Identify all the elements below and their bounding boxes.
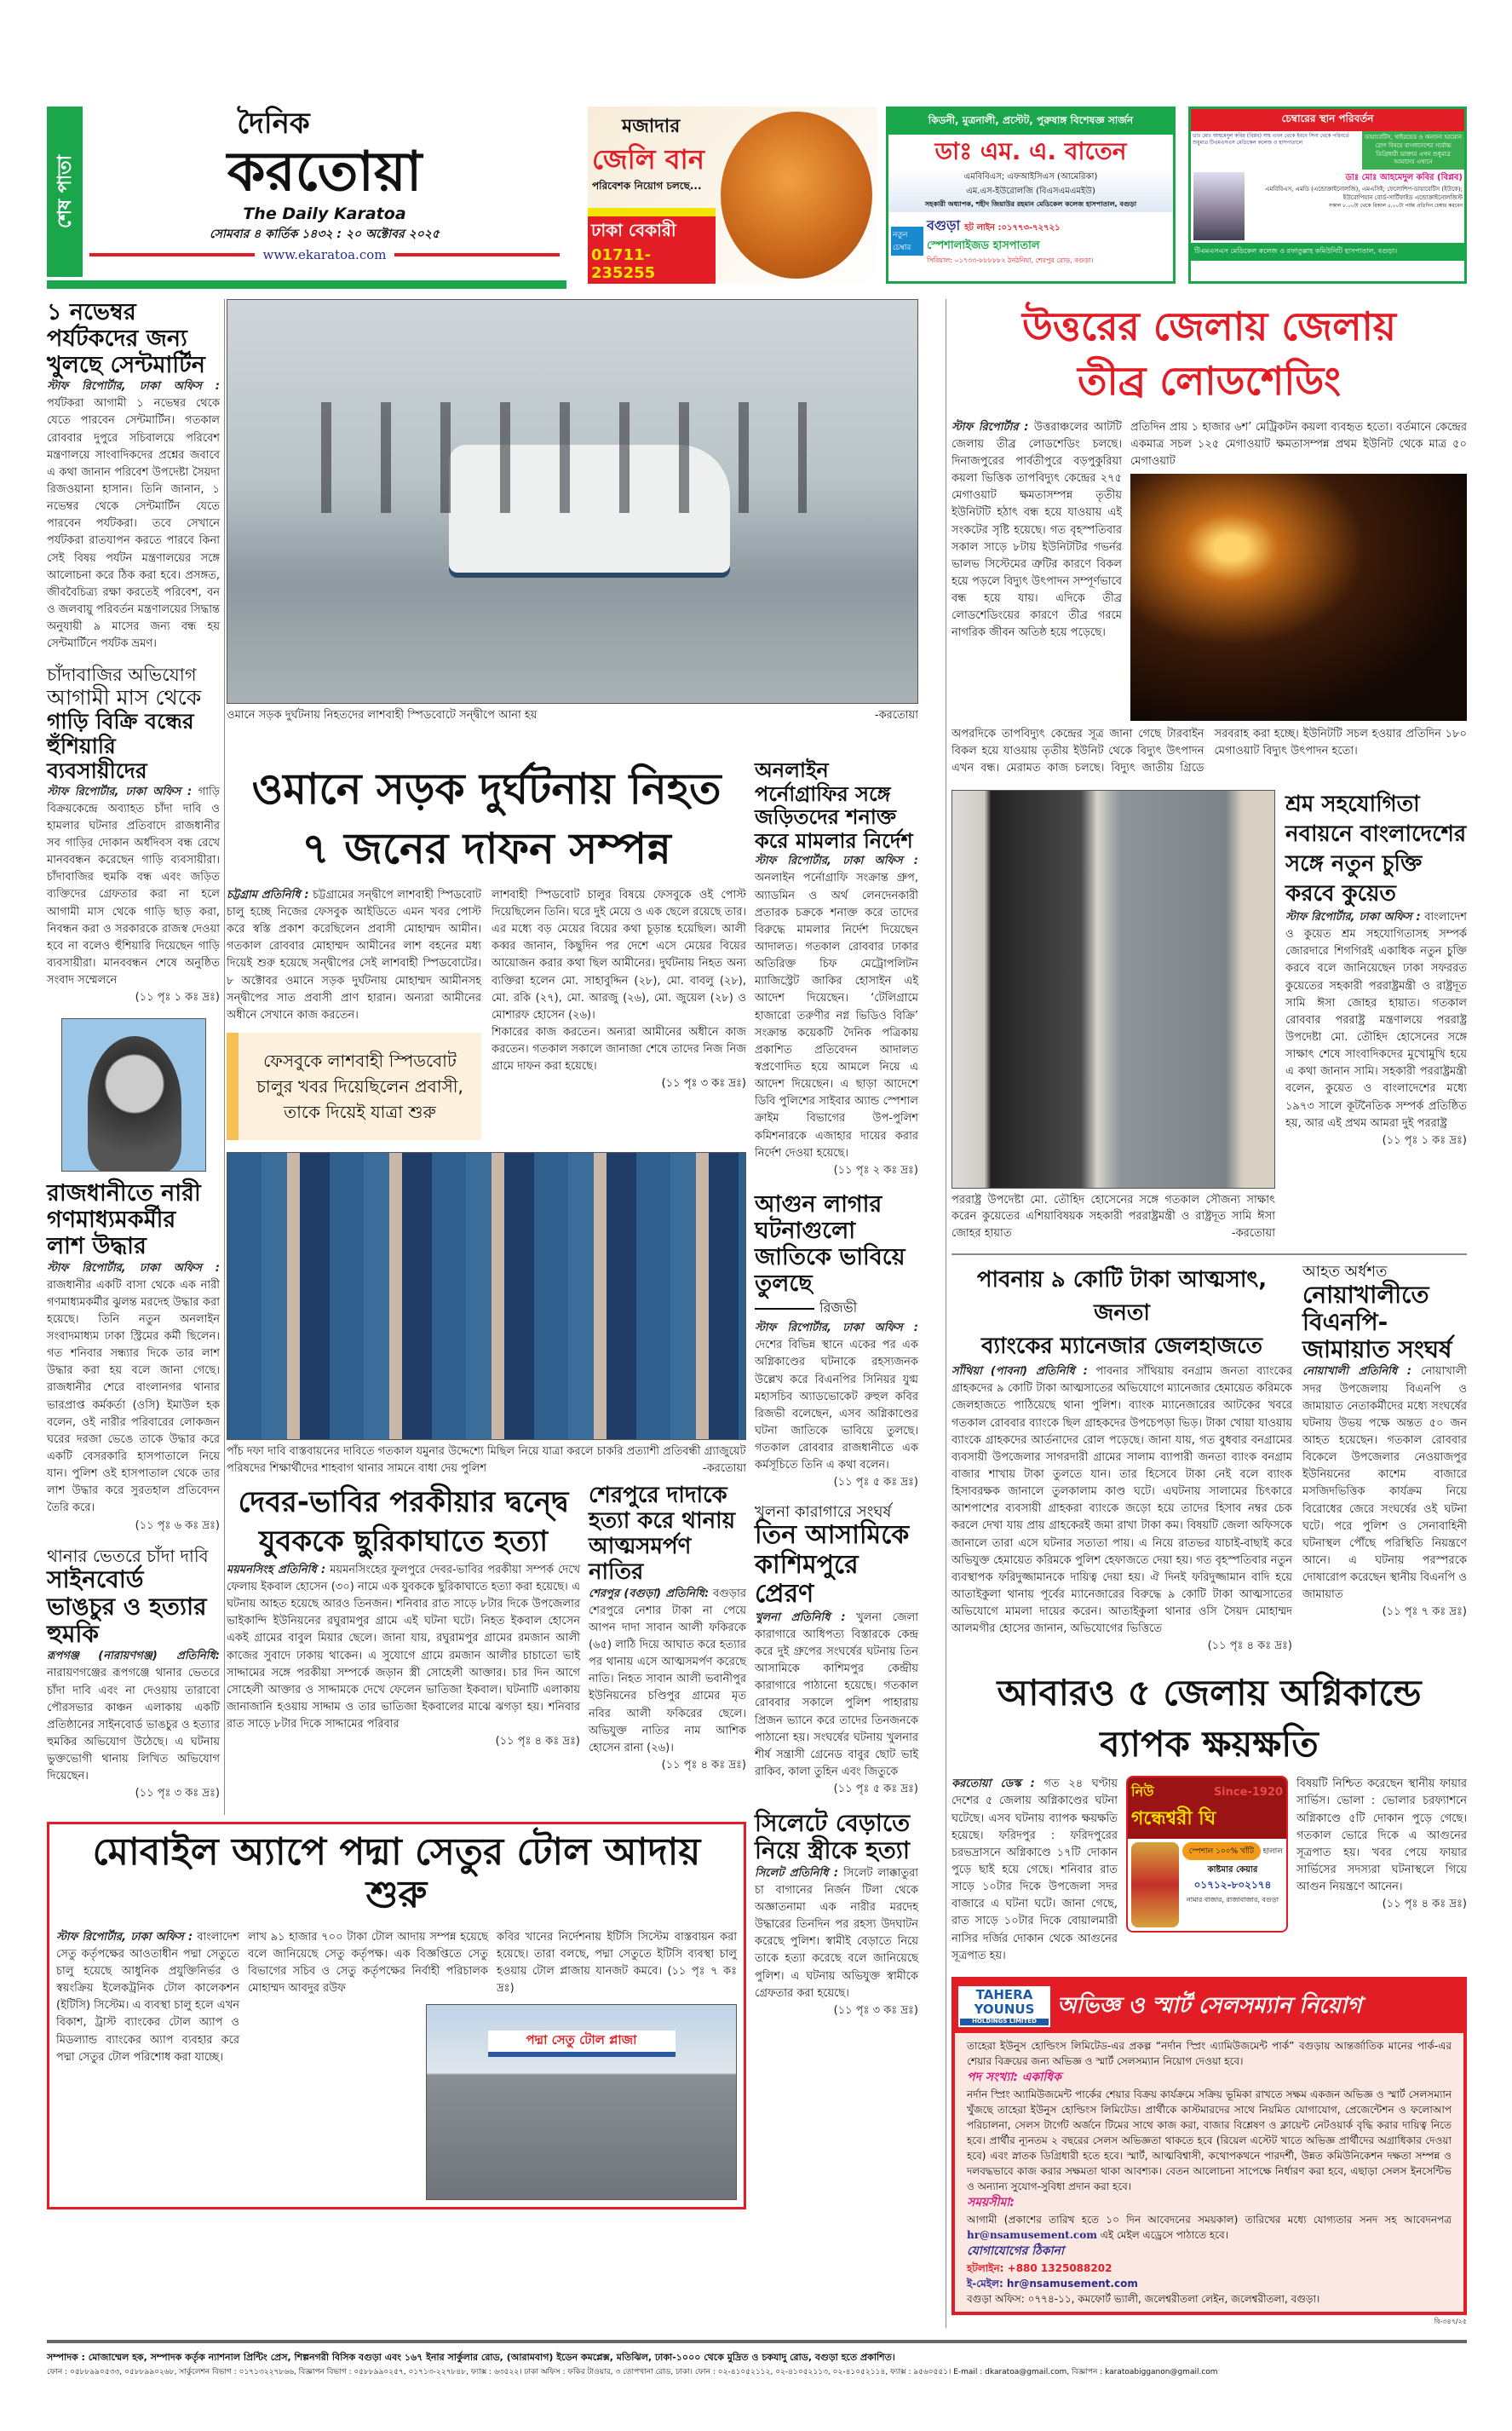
logo-english: The Daily Karatoa <box>243 205 406 223</box>
pull-quote: ফেসবুকে লাশবাহী স্পিডবোট চালুর খবর দিয়েছিলেন প্রবাসী, তাকে দিয়েই যাত্রা শুরু <box>227 1033 481 1140</box>
jump-reference: (১১ পৃঃ ৭ কঃ দ্রঃ) <box>497 1965 737 1996</box>
story-body: বিষয়টি নিশ্চিত করেছেন স্থানীয় ফায়ার সার্ভিস। ভোলা : ভোলার চরফ্যাশনে অগ্নিকাণ্ডে ৫টি দোকান পুড়ে গেছে। গতকাল ভোরে দিকে এ আগুনের সূত্রপাত হয়। খবর পেয়ে ফায়ার সার্ভিসের সদস্যরা ঘটনাস্থলে গিয়ে আগুন নিয়ন্ত্রণে আনেন। <box>1296 1777 1467 1894</box>
byline: স্টাফ রিপোর্টার : <box>951 420 1029 434</box>
jump-reference: (১১ পৃঃ ৩ কঃ দ্রঃ) <box>833 2003 918 2017</box>
jump-reference: (১১ পৃঃ ১ কঃ দ্রঃ) <box>1382 1133 1467 1147</box>
section-label: শেষ পাতা <box>54 155 76 228</box>
ghee-address: নামার বাজার, রাজাবাজার, বগুড়া <box>1186 1896 1279 1904</box>
headline-line: পাবনায় ৯ কোটি টাকা আত্মসাৎ, জনতা <box>976 1267 1268 1327</box>
byline: খুলনা প্রতিনিধি : <box>755 1610 846 1624</box>
ad-degrees: এমবিবিএস, এমডি (এন্ডোক্রাইনোলজি), এমএসিই; ফেলোশিপ-ডায়াবেটিস (ইউকে); ইউরোপিয়ান বোর্ড-সার্টিফাইড এন্ডোক্রাইনোলজিস্ট <box>1265 186 1463 201</box>
ad-hospital-city: বগুড়া <box>927 217 961 233</box>
story-sylhet[interactable] <box>755 1810 918 2019</box>
story-body: চট্টগ্রামের সন্দ্বীপে লাশবাহী স্পিডবোট চালু হচ্ছে নিজের ফেসবুক আইডিতে এমন খবর পোস্ট করে স্বস্তি প্রকাশ করেছিলেন প্রবাসী মোহাম্মদ আমীন। গতকাল রোববার মোহাম্মদ আমীনের লাশ বহনের মধ্য দিয়েই শুরু হয়েছে সন্দ্বীপের সেই লাশবাহী স্পিডবোটের। ৮ অক্টোবর ওমানে সড়ক দুর্ঘটনায় মোহাম্মদ আমীনসহ সন্দ্বীপের সাত প্রবাসী প্রাণ হারান। অন্যরা আমীনের অধীনে সেখানে কাজ করতেন। <box>227 888 482 1022</box>
story-body: ময়মনসিংহের ফুলপুরে দেবর-ভাবির পরকীয়া সম্পর্ক দেখে ফেলায় ইকবাল হোসেন (৩০) নামে এক যুবককে ছুরিকাঘাতে হত্যা করা হয়েছে। এ ঘটনায় আহত হয়েছে আরও তিনজন। শনিবার রাত সাড়ে ৮টার দিকে উপজেলার ভাইকান্দি ইউনিয়নের রঘুরামপুর গ্রামে এই ঘটনা ঘটে। নিহত ইকবাল হোসেন একই গ্রামের বাবুল মিয়ার ছেলে। জানা যায়, রঘুরামপুর গ্রামের রমজান আলী কাজের সুবাদে ঢাকায় থাকেন। এ সুযোগে গ্রামে রমজান আলীর চাচাতো ভাই সাদ্দামের সঙ্গে পরকীয়া সম্পর্কে জড়ান স্ত্রী সোহেলী আক্তার। চার দিন আগে সোহেলী আক্তার ও সাদ্দামকে দেখে ফেলেন ভাতিজা ইকবাল। ঘটনাটি এলাকায় জানাজানি হওয়ায় সাদ্দাম ও তার ভাতিজা ইকবালের মাঝে ঝগড়া হয়। শনিবার রাত সাড়ে ৮টার দিকে সাদ্দামের পরিবার <box>227 1563 580 1731</box>
ad-gandheswari-ghee[interactable] <box>1126 1776 1288 1933</box>
story-signboard[interactable] <box>47 1547 220 1803</box>
story-body: গত ২৪ ঘণ্টায় দেশের ৫ জেলায় অগ্নিকাণ্ডের ঘটনা ঘটেছে। এসব ঘটনায় ব্যাপক ক্ষয়ক্ষতি হয়েছে। ফরিদপুর : ফরিদপুরের চরভদ্রাসনে অগ্নিকাণ্ডে ১৭টি দোকান পুড়ে ছাই হয়ে গেছে। শনিবার রাত সাড়ে ১০টার দিকে উপজেলা সদর বাজারে এ ঘটনা ঘটে। জানা গেছে, রাত সাড়ে ১০টার দিকে বোয়ালমারী নাসির দর্জির দোকান থেকে আগুনের সূত্রপাত হয়। <box>951 1777 1118 1962</box>
ad-new-chamber: নতুন চেম্বার <box>891 227 923 256</box>
story-body: পাবনার সাঁথিয়ায় বনগ্রাম জনতা ব্যাংকের গ্রাহকদের ৯ কোটি টাকা আত্মসাতের অভিযোগে ম্যানেজার হেমায়েত করিমকে জেলহাজতে পাঠিয়েছে থানা পুলিশ। ব্যাংক ম্যানেজারের আটকের খবরে গতকাল রোববার ব্যাংকে ছিল গ্রাহকদের উপচেপড়া ভিড়। টাকা খোয়া যাওয়ায় ব্যাংকে গ্রাহকদের আর্তনাদের রোল পড়েছে। জানা যায়, গত বুধবার বনগ্রামের ব্যবসায়ী উপজেলার সাগরদারী গ্রামের সালাম ব্যাপারী জনতা ব্যাংক বনগ্রাম বাজার শাখায় টাকা তুলতে যান। তার হিসেবে টাকা নেই বলে ব্যাংক হিসাবরক্ষক জানালে তুলকালাম কাণ্ড ঘটে। এঘটনায় সালামের চিৎকারে আশপাশের ব্যবসায়ী গ্রাহকরা ব্যাংকে জড়ো হয়ে তাদের হিসাব নম্বর চেক করলে দেখা যায় প্রায় গ্রাহকেরই জমা রাখা টাকা কম। বিষয়টি জেলা অফিসকে জানালে তারা এসে ঘটনার সত্যতা পায়। এ নিয়ে রাতভর যাচাই-বাছাই করে অভিযুক্ত হেমায়েত করিমকে পুলিশ হেফাজতে দেয়া হয়। গত বৃহস্পতিবার নতুন ব্যবস্থাপক ফরিদুজ্জামানকে দায়িত্ব দেয়া হয়। ঐ দিনই ফরিদুজ্জামান বাদি হয়ে আতাইকুলা থানায় পূর্বের ম্যানেজারের বিরুদ্ধে ৯ কোটি টাকা আত্মসাতের অভিযোগে মামলা দায়ের করেন। আতাইকুলা থানার ওসি সৈয়দ মোহাম্মদ আলমগীর হোসের জানান, অভিযোগের ভিত্তিতে <box>951 1365 1292 1636</box>
logo-text: TAHERA <box>975 1987 1033 2002</box>
website-link[interactable]: www.ekaratoa.com <box>262 247 387 262</box>
story-body: দেশের বিভিন্ন স্থানে একের পর এক অগ্নিকাণ্ডের ঘটনাকে রহস্যজনক উল্লেখ করে বিএনপির সিনিয়র যুগ্ম মহাসচিব অ্যাডভোকেট রুহুল কবির রিজভী বলেছেন, এসব অগ্নিকাণ্ডের ঘটনা জাতিকে ভাবিয়ে তুলছে। গতকাল রোববার রাজধানীতে এক কর্মসূচিতে তিনি এ কথা বলেন। <box>755 1339 918 1472</box>
masthead <box>47 107 1467 289</box>
story-debor-bhabi[interactable] <box>227 1483 580 1774</box>
byline: স্টাফ রিপোর্টার, ঢাকা অফিস : <box>47 380 220 394</box>
headline: আগুন লাগার ঘটনাগুলো জাতিকে ভাবিয়ে তুলছে <box>755 1190 905 1298</box>
headline-line: ব্যাংকের ম্যানেজার জেলহাজতে <box>981 1334 1262 1360</box>
caption-text: পররাষ্ট্র উপদেষ্টা মো. তৌহিদ হোসেনের সঙ্গে গতকাল সৌজন্য সাক্ষাৎ করেন কুয়েতের এশিয়াবিষয়ক সহকারী পররাষ্ট্রমন্ত্রী ও রাষ্ট্রদূত সামি ঈসা জোহর হায়াত <box>951 1193 1275 1240</box>
logo-text: HOLDINGS LIMITED <box>960 2019 1049 2025</box>
ghee-brand: গন্ধেশ্বরী ঘি <box>1131 1808 1216 1830</box>
ad-doctor: ডাঃ মোঃ আহমেদুল কবির (বিপ্লব) <box>1345 173 1463 183</box>
headline-line: আবারও ৫ জেলায় অগ্নিকান্ডে <box>997 1671 1422 1714</box>
story-fire-rizvi[interactable] <box>755 1191 918 1492</box>
story-khulna[interactable] <box>755 1504 918 1799</box>
job-title: অভিজ্ঞ ও স্মার্ট সেলসম্যান নিয়োগ <box>1057 1992 1362 2019</box>
story-body: পর্যটকরা আগামী ১ নভেম্বর থেকে যেতে পারবেন সেন্টমার্টিন। গতকাল রোববার দুপুরে সচিবালয়ে পরিবেশ মন্ত্রণালয়ে সাংবাদিকদের প্রশ্নের জবাবে এ কথা জানান পরিবেশ উপদেষ্টা সৈয়দা রিজওয়ানা হাসান। তিনি জানান, ১ নভেম্বর থেকে সেন্টমার্টিন যেতে পারবেন পর্যটকরা। তবে সেখানে পর্যটকরা রাতযাপন করতে পারবে কিনা সেই বিষয় পর্যটন মন্ত্রণালয়ের সঙ্গে আলোচনা করে ঠিক করা হবে। প্রসঙ্গত, জীববৈচিত্র্য রক্ষা করতেই পরিবেশ, বন ও জলবায়ু পরিবর্তন মন্ত্রণালয়ের সিদ্ধান্ত অনুযায়ী ৯ মাসের জন্য বন্ধ হয় সেন্টমার্টিনে পর্যটক ভ্রমণ। <box>47 397 220 651</box>
right-column <box>946 299 1467 2328</box>
job-deadline-tail: এই মেইল এড্রেসে পাঠাতে হবে। <box>1100 2228 1229 2241</box>
jump-reference: (১১ পৃঃ ৪ কঃ দ্রঃ) <box>661 1759 746 1772</box>
ad-footer: টিএমএসএস মেডিকেল কলেজ ও রফাতুল্লাহ কমিউনিটি হাসপাতাল, বগুড়া। <box>1191 243 1464 261</box>
boat-photo-block <box>227 299 918 731</box>
kicker: থানার ভেতরে চাঁদা দাবি <box>47 1545 209 1566</box>
photo-credit: -করতোয়া <box>1231 1226 1275 1240</box>
headline: শেরপুরে দাদাকে হত্যা করে থানায় আত্মসমর্পণ নাতির <box>589 1483 736 1585</box>
ad-serial: সিরিয়াল: ০১৭৩৩-৮৮৮৮৮২ ঠনঠনিয়া, শেরপুর রোড, বগুড়া। <box>927 256 1094 264</box>
kuwait-row <box>951 790 1467 1249</box>
ad-notice: ডাঃ মোঃ আহমেদুল কবির (বিপ্লব) সাহ এখন থেকে ইবনে সিনা থেকে পরিবর্তে শুধুমাত্র টিএমএসএস মেডিকেল কলেজ ও হাসপাতালে <box>1193 133 1349 147</box>
byline: শেরপুর (বগুড়া) প্রতিনিধি: <box>589 1587 710 1600</box>
job-posts: পদ সংখ্যা: একাধিক <box>967 2070 1061 2084</box>
headline-line: ৭ জনের দাফন সম্পন্ন <box>302 823 671 873</box>
jump-reference: (১১ পৃঃ ৫ কঃ দ্রঃ) <box>833 1476 918 1489</box>
footer-rule <box>47 2340 1467 2343</box>
byline: স্টাফ রিপোর্টার, ঢাকা অফিস : <box>47 785 193 798</box>
ad-jelly-bun[interactable] <box>588 107 877 284</box>
logo-text: YOUNUS <box>974 2001 1035 2017</box>
issue-date: সোমবার ৪ কার্তিক ১৪৩২ : ২০ অক্টোবর ২০২৫ <box>210 228 440 241</box>
ad-phone: 01711-235255 <box>591 246 656 282</box>
story-body: সিলেট লাক্কাতুরা চা বাগানের নির্জন টিলা থেকে অজ্ঞাতনামা এক নারীর মরদেহ উদ্ধারের তিনদিন পর রহস্য উদঘাটন করেছে পুলিশ। স্বামীই বেড়াতে নিয়ে তাকে হত্যা করেছে বলে জানিয়েছে পুলিশ। এ ঘটনায় অভিযুক্ত স্বামীকে গ্রেফতার করা হয়েছে। <box>755 1866 919 2000</box>
story-fire-5-districts[interactable] <box>951 1668 1467 1965</box>
toll-plaza-photo <box>426 2004 737 2200</box>
doctor-photo <box>1193 172 1245 240</box>
imprint <box>47 2350 1467 2379</box>
logo-big: করতোয়া <box>227 141 423 204</box>
ad-hospital: স্পেশালাইজড হাসপাতাল <box>927 239 1040 252</box>
headline: সিলেটে বেড়াতে নিয়ে স্ত্রীকে হত্যা <box>755 1809 911 1865</box>
story-body: অপরদিকে তাপবিদ্যুৎ কেন্দ্রের সূত্র জানা গেছে টারবাইন বিকল হয়ে যাওয়ায় তৃতীয় ইউনিট থেকে বিদ্যুৎ উৎপাদন এখন বন্ধ। মেরামত কাজ চলছে। বিদ্যুৎ জাতীয় গ্রিডে সরবরাহ করা হচ্ছে। ইউনিটটি সচল হওয়ার প্রতিদিন ১৮০ মেগাওয়াট বিদ্যুৎ উৎপাদন হতো। <box>951 728 1467 775</box>
story-pabna[interactable] <box>951 1264 1292 1655</box>
journalist-photo <box>61 1018 206 1172</box>
kicker: আগামী মাস থেকে <box>47 684 202 710</box>
photo-caption <box>227 1443 746 1477</box>
byline: চট্টগ্রাম প্রতিনিধি : <box>227 888 309 902</box>
headline-line: তীব্র লোডশেডিং <box>1077 358 1342 405</box>
kicker: খুলনা কারাগারে সংঘর্ষ <box>755 1502 892 1521</box>
photo-credit: -করতোয়া <box>874 709 918 722</box>
headline <box>951 299 1467 409</box>
job-hotline: হটলাইন: +880 1325088202 <box>967 2261 1112 2274</box>
ad-specialty: কিডনী, মুত্রনালী, প্রস্টেট, পুরুষাঙ্গ বিশেষজ্ঞ সার্জন <box>888 109 1173 135</box>
story-body: গাড়ি বিক্রয়কেন্দ্রে অব্যাহত চাঁদা দাবি ও হামলার ঘটনার প্রতিবাদে রাজধানীর সব গাড়ির দোকান অর্ধদিবস বন্ধ রেখে মানববন্ধন করেছেন গাড়ি ব্যবসায়ীরা। চাঁদাবাজির হুমকি বন্ধ এবং জড়িত ব্যক্তিদের গ্রেফতার করা না হলে আগামী মাস থেকে গাড়ি ছাড় করা, নিবন্ধন করা ও সরকারকে রাজস্ব দেওয়া হবে না বলেও হুঁশিয়ারি দিয়েছেন গাড়ি ব্যবসায়ীরা। মানববন্ধন শেষে অনুষ্ঠিত সংবাদ সম্মেলনে <box>47 785 220 988</box>
story-body: নোয়াখালী সদর উপজেলায় বিএনপি ও জামায়াত নেতাকর্মীদের মধ্যে সংঘর্ষের ঘটনায় উভয় পক্ষে অন্তত ৫০ জন আহত হয়েছেন। গতকাল রোববার বিকেলে উপজেলার নেওয়াজপুর ইউনিয়নের কাশেম বাজারে মসজিদভিত্তিক কার্যক্রম নিয়ে বিরোধের জেরে সংঘর্ষের ওই ঘটনা ঘটে। পরে পুলিশ ও সেনাবাহিনী ঘটনাস্থল পৌঁছে পরিস্থিতি নিয়ন্ত্রণে আনে। এ ঘটনায় পরস্পরকে দোষারোপ করেছেন স্থানীয় বিএনপি ও জামায়াত <box>1302 1365 1467 1602</box>
ghee-brand-small: নিউ <box>1131 1783 1154 1800</box>
headline: অনলাইন পর্নোগ্রাফির সঙ্গে জড়িতদের শনাক্ত করে মামলার নির্দেশ <box>755 758 913 853</box>
byline: রূপগঞ্জ (নারায়ণগঞ্জ) প্রতিনিধি: <box>47 1650 220 1663</box>
photo-credit: -করতোয়া <box>702 1461 746 1475</box>
ghee-jar-image <box>1131 1842 1179 1927</box>
story-body: লাশবাহী স্পিডবোট চালুর বিষয়ে ফেসবুকে ওই পোস্ট দিয়েছিলেন তিনি। ঘরে দুই মেয়ে ও এক ছেলে রয়েছে তার। এর মধ্যে বড় মেয়ের বিয়ের কথা চূড়ান্ত হয়েছিল। আলী কব্বর জানান, কিছুদিন পর দেশে এসে মেয়ের বিয়ের আয়োজন করার কথা ছিল আমীনের। দুর্ঘটনায় নিহত অন্য ব্যক্তিরা হলেন মো. সাহাবুদ্দিন (২৮), মো. বাবলু (২৮), মো. রকি (২৭), মো. আরজু (২৬), মো. জুয়েল (২৮) ও মোশারফ হোসেন (২৬)। <box>492 888 746 1022</box>
story-body: বগুড়ার শেরপুরে নেশার টাকা না পেয়ে আপন দাদা সাবান আলী ফকিরকে (৬৫) লাঠি দিয়ে আঘাত করে হত্যার পর থানায় এসে আত্মসমর্পণ করেছে নাতি। নিহত সাবান আলী ভবানীপুর ইউনিয়নের চণ্ডিপুর গ্রামের মৃত নবির আলী ফকিরের ছেলে। অভিযুক্ত নাতির নাম আশিক হোসেন রানা (২৬)। <box>589 1587 747 1754</box>
ad-doctor-name: ডাঃ এম. এ. বাতেন <box>934 137 1127 165</box>
job-contact-label: যোগাযোগের ঠিকানা <box>967 2244 1064 2258</box>
story-body: রাজধানীর একটি বাসা থেকে এক নারী গণমাধ্যমকর্মীর ঝুলন্ত মরদেহ উদ্ধার করা হয়েছে। তিনি নতুন অনলাইন সংবাদমাধ্যম ঢাকা স্ট্রিমের কর্মী ছিলেন। গত শনিবার সন্ধ্যার দিকে তার লাশ উদ্ধার করা হয় বলে জানা গেছে। রাজধানীর শেরে বাংলানগর থানার ভারপ্রাপ্ত কর্মকর্তা (ওসি) ইমাউল হক বলেন, ওই নারীর পরিবারের লোকজন ঘরের দরজা ভেঙে তাকে উদ্ধার করে একটি বেসরকারি হাসপাতালে নিয়ে যান। পুলিশ ওই হাসপাতাল থেকে তার লাশ উদ্ধার করে সুরতহাল প্রতিবেদন তৈরি করে। <box>47 1278 220 1515</box>
story-journalist[interactable] <box>47 1180 220 1534</box>
masthead-logo-block <box>47 107 566 289</box>
ad-product: জেলি বান <box>592 143 704 176</box>
ad-hours: সকাল ৮.০০টা থেকে বিকাল ৫.০০টা পর্যন্ত প্রতিদিন চেম্বার করবেন <box>1328 202 1463 209</box>
jump-reference: (১১ পৃঃ ২ কঃ দ্রঃ) <box>833 1163 918 1177</box>
story-padma-toll[interactable] <box>47 1822 746 2210</box>
kicker: চাঁদাবাজির অভিযোগ <box>47 665 197 686</box>
jump-reference: (১১ পৃঃ ১ কঃ দ্রঃ) <box>135 991 220 1005</box>
headline-line: ব্যাপক ক্ষয়ক্ষতি <box>1100 1723 1319 1766</box>
masthead-bottom-rule <box>47 280 566 289</box>
byline: সাঁথিয়া (পাবনা) প্রতিনিধি : <box>951 1365 1088 1379</box>
ad-degree: এম.এস-ইউরোলজি (বিএসএমএমইউ) <box>966 187 1095 196</box>
ghee-halal: হালাল <box>1262 1847 1283 1857</box>
story-body: কবির খানের নির্দেশনায় ইটিসি সিস্টেম বাস্তবায়ন করা হয়েছে। তারা বলছে, পদ্মা সেতুতে ইটিসি ব্যবস্থা চালু হওয়ায় টোল প্লাজায় যানজট কমবে। <box>497 1930 737 1979</box>
headline-line: ওমানে সড়ক দুর্ঘটনায় নিহত <box>251 763 722 814</box>
headline-line: উত্তরের জেলায় জেলায় <box>1022 303 1396 349</box>
photo-caption <box>951 1192 1275 1242</box>
author: রিজভী <box>819 1299 858 1316</box>
story-body: বাংলাদেশ সেতু কর্তৃপক্ষের আওতাধীন পদ্মা সেতুতে চালু হয়েছে আধুনিক প্রযুক্তিনির্ভর ও স্বয়ংক্রিয় ইলেকট্রনিক টোল কালেকশন (ইটিসি) সিস্টেম। এ ব্যবস্থা চালু হলে এখন বিকাশ, ট্রাস্ট ব্যাংকের টোল অ্যাপ ও মিডল্যান্ড ব্যাংকের অ্যাপ ব্যবহার করে পদ্মা সেতুর টোল পরিশোধ করা যাচ্ছে। <box>56 1930 239 2064</box>
ad-subtitle: পরিবেশক নিয়োগ চলছে... <box>592 180 702 192</box>
masthead-logo <box>83 107 566 277</box>
headline: রাজধানীতে নারী গণমাধ্যমকর্মীর লাশ উদ্ধার <box>47 1180 201 1260</box>
ad-job-salesman[interactable] <box>951 1977 1467 2315</box>
byline: স্টাফ রিপোর্টার, ঢাকা অফিস : <box>755 1322 918 1335</box>
pabna-row <box>951 1264 1467 1667</box>
ad-hotline: হট লাইন :০১৭৭৩-৭২৭২১ <box>964 223 1061 233</box>
byline: ময়মনসিংহ প্রতিনিধি : <box>227 1563 326 1576</box>
job-email-link[interactable]: hr@nsamusement.com <box>967 2228 1097 2241</box>
narrow-column <box>755 759 918 2031</box>
byline: নোয়াখালী প্রতিনিধি : <box>1302 1365 1411 1379</box>
left-center-area <box>47 299 937 2209</box>
column-divider <box>224 299 225 1815</box>
ghee-badge: স্পেশাল ১০০% খাঁটি <box>1182 1842 1261 1860</box>
headline: তিন আসামিকে কাশিমপুরে প্রেরণ <box>755 1520 910 1610</box>
ad-header: চেম্বারের স্থান পরিবর্তন <box>1191 109 1464 131</box>
ghee-phone: ০১৭১২-৮০২১৭৪ <box>1193 1879 1272 1892</box>
divider <box>951 1253 1467 1255</box>
story-online-porn[interactable] <box>755 759 918 1179</box>
headline: নোয়াখালীতে বিএনপি-জামায়াত সংঘর্ষ <box>1302 1280 1452 1364</box>
newspaper-page <box>47 0 1467 2413</box>
jump-reference: (১১ পৃঃ ৪ কঃ দ্রঃ) <box>1207 1639 1292 1653</box>
byline: স্টাফ রিপোর্টার, ঢাকা অফিস : <box>755 855 918 868</box>
kicker: আহত অর্ধশত <box>1302 1263 1388 1282</box>
kuwait-meeting-photo <box>951 790 1275 1189</box>
headline <box>951 1668 1467 1771</box>
job-deadline: আগামী (প্রকাশের তারিখ হতে ১০ দিন আবেদনের সময়কাল) তারিখের মধ্যে যোগ্যতার সনদ সহ আবেদনপত্র <box>967 2213 1452 2226</box>
left-column <box>47 299 221 1815</box>
jump-reference: (১১ পৃঃ ৪ কঃ দ্রঃ) <box>1382 1898 1467 1911</box>
candle-photo <box>1130 474 1467 721</box>
caption-text: পাঁচ দফা দাবি বাস্তবায়নের দাবিতে গতকাল যমুনার উদ্দেশ্যে মিছিল নিয়ে যাত্রা করলে চাকরি প্রত্যাশী প্রতিবন্ধী গ্র্যাজুয়েট পরিষদের শিক্ষার্থীদের শাহবাগ থানার সামনে বাধা দেয় পুলিশ <box>227 1445 746 1475</box>
jump-reference: (১১ পৃঃ ৪ কঃ দ্রঃ) <box>495 1735 580 1748</box>
imprint-line: সম্পাদক : মোজাম্মেল হক, সম্পাদক কর্তৃক ন্যাশনাল প্রিন্টিং প্রেস, শিল্পনগরী বিসিক বগুড়া এবং ১৬৭ ইনার সার্কুলার রোড, (আরামবাগ) ইডেন কমপ্লেক্স, মতিঝিল, ঢাকা-১০০০ থেকে মুদ্রিত ও চকযাদু রোড, বগুড়া হতে প্রকাশিত। <box>47 2351 895 2363</box>
job-intro: তাহেরা ইউনুস হোল্ডিংস লিমিটেড-এর প্রকল্প “নর্দান স্প্রিং এ্যামিউজমেন্ট পার্ক” বগুড়ায় আন্তর্জাতিক মানের পার্ক-এর শেয়ার বিক্রয়ের জন্য অভিজ্ঞ ও স্মার্ট সেলসম্যান নিয়োগ দেওয়া হবে। <box>967 2039 1452 2067</box>
ghee-care-label: কাষ্টমার কেয়ার <box>1207 1865 1258 1875</box>
tahera-younus-logo <box>958 1986 1050 2027</box>
byline: স্টাফ রিপোর্টার, ঢাকা অফিস : <box>47 1261 220 1275</box>
story-body: নারায়ণগঞ্জের রূপগঞ্জে থানার ভেতরে চাঁদা দাবি এবং না দেওয়ায় তারাবো পৌরসভার কাঞ্চন এলাকায় একটি প্রতিষ্ঠানের সাইনবোর্ড ভাঙচুর ও হত্যার হুমকির অভিযোগ উঠেছে। এ ঘটনায় ভুক্তভোগী থানায় লিখিত অভিযোগ দিয়েছেন। <box>47 1667 220 1783</box>
imprint-contacts: ফোন : ০৫৮৮৯৯০৫৩৩, ০৫৮৮৯৯০২৬৮, সার্কুলেশন বিভাগ : ০১৭১৩২২৭৮৬৬, বিজ্ঞাপন বিভাগ : ০৫৮৮৯৯০২৫৭, ০১৭১৩-২২৭৮৪৮, ফ্যাক্স : ৬৩৫২২। ঢাকা অফিস : ফকির টাওয়ার, ৩ তোপখানা রোড, ঢাকা। ফোন : ০২-৪১০৫২১১২, ০২-৪১০৫২১১৩, ০২-৪১০৫২১১৪, ফ্যাক্স : ৯৫৬০৫৫১। E-mail : dkaratoa@gmail.com, বিজ্ঞাপন : karatoabigganon@gmail.com <box>47 2367 1218 2376</box>
story-body: শিকারের কাজ করতেন। অন্যরা আমীনের অধীনে কাজ করতেন। গতকাল সকালে জানাজা শেষে তাদের নিজ নিজ গ্রামে দাফন করা হয়েছে। <box>492 1026 746 1074</box>
center-stack <box>227 759 746 1786</box>
ad-brand: ঢাকা বেকারী <box>591 220 676 240</box>
job-email: ই-মেইল: hr@nsamusement.com <box>967 2277 1138 2290</box>
ad-highlight: ডায়াবেটিস, থাইরয়েড ও অন্যান্য হরমোন রোগ বিষয়ে বাংলাদেশের সর্বোচ্চ ডিগ্রিধারী ডাক্তার এখন শুধুমাত্র আমাদের এখানে <box>1362 131 1464 170</box>
ad-tagline: মজাদার <box>622 116 681 137</box>
job-deadline-label: সময়সীমা: <box>967 2195 1015 2209</box>
story-body: খুলনা জেলা কারাগারে আধিপত্য বিস্তারকে কেন্দ্র করে দুই গ্রুপের সংঘর্ষের ঘটনায় তিন আসামিকে কাশিমপুর কেন্দ্রীয় কারাগারে পাঠানো হয়েছে। গতকাল রোববার সকালে পুলিশ পাহারায় প্রিজন ভ্যানে করে তাদের তিনজনকে পাঠানো হয়। সংঘর্ষের ঘটনায় খুলনার শীর্ষ সন্ত্রাসী গ্রেনেড বাবুর ছোট ভাই রাকিব, কালা তুহিন এবং জিতুকে <box>755 1610 918 1779</box>
byline: করতোয়া ডেস্ক : <box>951 1777 1035 1791</box>
headline: দেবর-ভাবির পরকীয়ার দ্বন্দ্বে যুবককে ছুরিকাঘাতে হত্যা <box>238 1485 569 1558</box>
headline: সাইনবোর্ড ভাঙচুর ও হত্যার হুমকি <box>47 1564 207 1649</box>
headline <box>951 1264 1292 1363</box>
caption-text: ওমানে সড়ক দুর্ঘটনায় নিহতদের লাশবাহী স্পিডবোটে সন্দ্বীপে আনা হয় <box>227 709 538 722</box>
ad-degree: এমবিবিএস; এফআইসিএস (আমেরিকা) <box>963 172 1098 181</box>
story-noakhali[interactable] <box>1302 1264 1467 1655</box>
toll-plaza-sign: পদ্মা সেতু টোল প্লাজা <box>488 2031 676 2057</box>
story-oman[interactable] <box>227 759 746 1140</box>
ad-chamber-change[interactable] <box>1188 107 1467 284</box>
byline: স্টাফ রিপোর্টার, ঢাকা অফিস : <box>1285 911 1421 924</box>
byline: সিলেট প্রতিনিধি : <box>755 1866 839 1880</box>
byline: স্টাফ রিপোর্টার, ঢাকা অফিস : <box>56 1930 193 1944</box>
jump-reference: (১১ পৃঃ ৩ কঃ দ্রঃ) <box>135 1787 220 1800</box>
job-description: নর্দান স্প্রিং অ্যামিউজমেন্ট পার্কের শেয়ার বিক্রয় কার্যক্রমে সক্রিয় ভূমিকা রাখতে সক্ষম একজন অভিজ্ঞ ও স্মার্ট সেলসম্যান খুঁজছে তাহেরা ইউনুস হোল্ডিংস লিমিটেড। প্রার্থীকে কাস্টমারদের সাথে নিয়মিত যোগাযোগ, প্রেজেন্টেশন ও ফলোআপ পরিচালনা, সেলস টার্গেট অর্জনে টিমের সাথে কাজ করা, বাজার বিশ্লেষণ ও ক্লায়েন্ট নেটওয়ার্ক বৃদ্ধি করার দায়িত্ব নিতে হবে। প্রার্থীর ন্যূনতম ২ বছরের সেলস অভিজ্ঞতা থাকতে হবে (রিয়েল এস্টেট খাতে অভিজ্ঞ প্রার্থীদের অগ্রাধিকার দেওয়া হবে) এবং স্নাতক ডিগ্রিধারী হতে হবে। স্মার্ট, আত্মবিশ্বাসী, কথোপকথনে পারদর্শী, উন্নত কমিউনিকেশন দক্ষতা সম্পন্ন ও দলবদ্ধভাবে কাজ করার সক্ষমতা থাকা আবশ্যক। বেতন আলোচনা সাপেক্ষে নির্ধারণ করা হবে, এছাড়া সেলস ইনসেন্টিভ ও অন্যান্য সুযোগ-সুবিধা প্রদান করা হবে। <box>967 2088 1452 2192</box>
headline: গাড়ি বিক্রি বন্ধের হুঁশিয়ারি ব্যবসায়ীদের <box>47 709 194 783</box>
job-address: বগুড়া অফিস: ০৭৭৪-১১, কমফোর্ট ভ্যালী, জলেশ্বরীতলা লেইন, জলেশ্বরীতলা, বগুড়া। <box>967 2292 1320 2305</box>
boat-photo <box>227 299 918 704</box>
logo-small: দৈনিক <box>237 107 310 141</box>
headline: ১ নভেম্বর পর্যটকদের জন্য খুলছে সেন্টমার্টিন <box>47 299 205 379</box>
jelly-bun-image <box>721 112 872 279</box>
jump-reference: (১১ পৃঃ ৭ কঃ দ্রঃ) <box>1382 1605 1467 1619</box>
protest-photo <box>227 1152 746 1440</box>
story-body: লাখ ৯১ হাজার ৭০০ টাকা টোল আদায় সম্পন্ন হয়েছে বলে জানিয়েছে সেতু কর্তৃপক্ষ। এক বিজ্ঞপ্তিতে সেতু বিভাগের সচিব ও সেতু কর্তৃপক্ষের নির্বাহী পরিচালক মোহাম্মদ আবদুর রউফ <box>248 1930 488 1996</box>
story-car-sales[interactable] <box>47 665 220 1006</box>
headline: শ্রম সহযোগিতা নবায়নে বাংলাদেশের সঙ্গে নতুন চুক্তি করবে কুয়েত <box>1285 791 1467 907</box>
story-loadshedding[interactable] <box>951 299 1467 778</box>
ad-post: সহকারী অধ্যাপক, শহীদ জিয়াউর রহমান মেডিকেল কলেজ হাসপাতাল, বগুড়া <box>924 200 1137 208</box>
main-content <box>47 299 1467 2328</box>
ghee-since: Since-1920 <box>1213 1786 1283 1800</box>
jump-reference: (১১ পৃঃ ৩ কঃ দ্রঃ) <box>661 1077 746 1091</box>
headline: মোবাইল অ্যাপে পদ্মা সেতুর টোল আদায় শুরু <box>92 1829 701 1917</box>
story-body: বাংলাদেশ ও কুয়েত শ্রম সহযোগিতাসহ সম্পর্ক জোরদারে শিগগিরই একাধিক নতুন চুক্তি করবে বলে জানিয়েছেন ঢাকা সফররত কুয়েতের সহকারী পররাষ্ট্রমন্ত্রী ও রাষ্ট্রদূত সামি ঈসা জোহর হায়াত। গতকাল রোববার পররাষ্ট্র মন্ত্রণালয়ে পররাষ্ট্র উপদেষ্টা মো. তৌহিদ হোসেনের সঙ্গে সাক্ষাৎ শেষে সাংবাদিকদের মুখোমুখি হয়ে এ কথা জানান সামি। সহকারী পররাষ্ট্রমন্ত্রী বলেন, কুয়েত ও বাংলাদেশের মধ্যে ১৯৭৩ সালে কূটনৈতিক সম্পর্ক প্রতিষ্ঠিত হয়, আর এই প্রথম আমরা দুই পররাষ্ট্র <box>1285 911 1467 1130</box>
ad-code: বি-৩৪৭/২৫ <box>1434 2317 1467 2325</box>
story-sherpur[interactable] <box>589 1483 746 1774</box>
story-body: অনলাইন পর্নোগ্রাফি সংক্রান্ত গ্রুপ, অ্যাডমিন ও অর্থ লেনদেনকারী প্রতারক চক্রকে শনাক্ত করে তাদের বিরুদ্ধে মামলার নির্দেশ দিয়েছেন আদালত। গতকাল রোববার ঢাকার অতিরিক্ত চিফ মেট্রোপলিটন ম্যাজিস্ট্রেট জাকির হোসাইন এই আদেশ দিয়েছেন। ‘টেলিগ্রামে হাজারো তরুণীর নগ্ন ভিডিও বিক্রি’ সংক্রান্ত কয়েকটি দৈনিক পত্রিকায় প্রকাশিত প্রতিবেদন আদালত স্বপ্রণোদিত হয়ে আমলে নিয়ে এ আদেশ দিয়েছেন। এ ছাড়া আদেশে ডিবি পুলিশের সাইবার অ্যান্ড স্পেশাল ক্রাইম বিভাগের উপ-পুলিশ কমিশনারকে এজাহার দায়ের করার নির্দেশ দেওয়া হয়েছে। <box>755 872 918 1160</box>
headline <box>227 759 746 879</box>
story-body: উত্তরাঞ্চলের আটটি জেলায় তীব্র লোডশেডিং চলছে। দিনাজপুরের পার্বতীপুরে বড়পুকুরিয়া কয়লা ভিত্তিক তাপবিদ্যুৎ কেন্দ্রের ২৭৫ মেগাওয়াট ক্ষমতাসম্পন্ন তৃতীয় ইউনিটটি হঠাৎ বন্ধ হয়ে যাওয়ায় এই সংকটের সৃষ্টি হয়েছে। গত বৃহস্পতিবার সকাল সাড়ে ৮টায় ইউনিটটির গভর্নর ভালভ সিস্টেমের ত্রুটির কারণে বিকল হয়ে পড়লে বিদ্যুৎ উৎপাদন সম্পূর্ণভাবে বন্ধ হয়ে যায়। এদিকে তীব্র লোডশেডিংয়ের কারণে তীব্র গরমে নাগরিক জীবন অতিষ্ঠ হয়ে পড়েছে। <box>951 420 1122 640</box>
story-saint-martin[interactable] <box>47 299 220 653</box>
story-kuwait[interactable] <box>1285 790 1467 1237</box>
story-body: প্রতিদিন প্রায় ১ হাজার ৬শ’ মেট্রিকটন কয়লা ব্যবহৃত হতো। বর্তমানে কেন্দ্রের একমাত্র সচল ১২৫ মেগাওয়াট ক্ষমতাসম্পন্ন প্রথম ইউনিট থেকে মাত্র ৫০ মেগাওয়াট <box>1130 420 1467 469</box>
ad-doctor-baten[interactable] <box>886 107 1176 284</box>
jump-reference: (১১ পৃঃ ৬ কঃ দ্রঃ) <box>135 1518 220 1532</box>
jump-reference: (১১ পৃঃ ৫ কঃ দ্রঃ) <box>833 1783 918 1796</box>
photo-caption <box>227 707 918 724</box>
